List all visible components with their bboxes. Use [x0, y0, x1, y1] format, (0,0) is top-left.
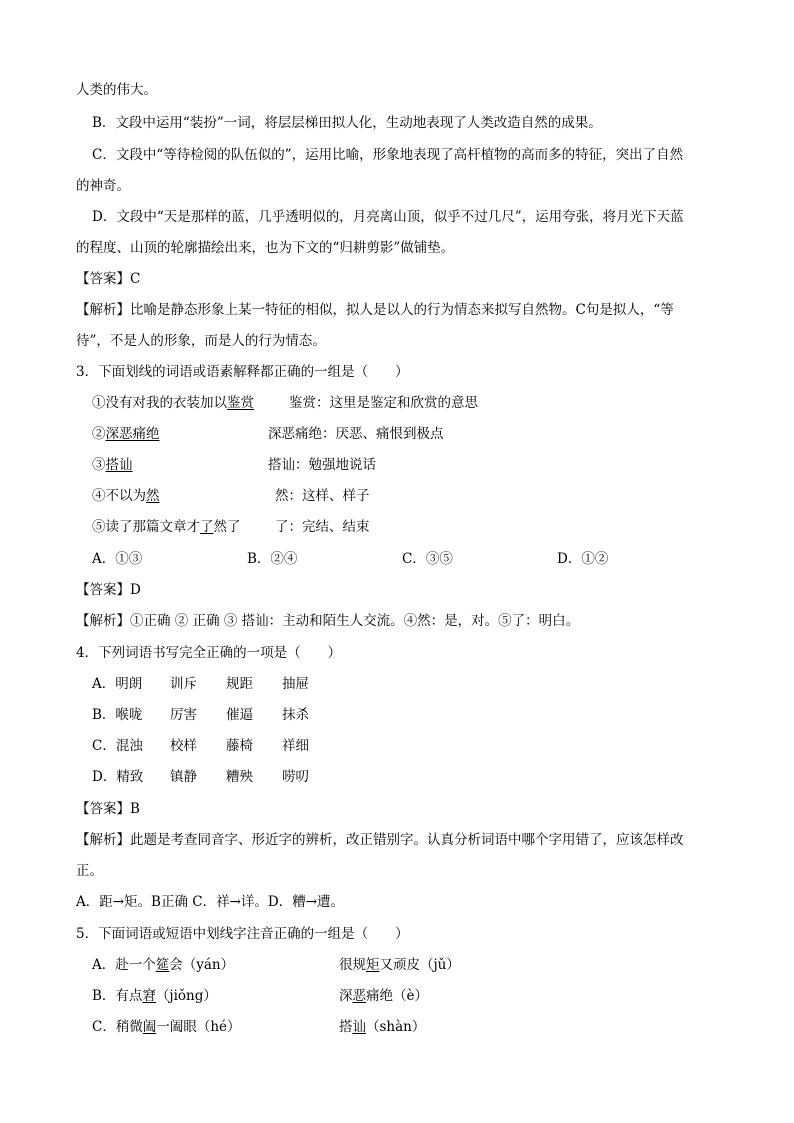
q4-analysis-line1: 【解析】此题是考查同音字、形近字的辨析，改正错别字。认真分析词语中哪个字用错了，应该怎样改 [76, 832, 684, 848]
q3-item-2 [92, 425, 160, 443]
q4-row-a-word-4: 抽屉 [282, 676, 309, 692]
q3-answer: 【答案】D [76, 582, 141, 598]
q3-underlined-word: 然 [146, 488, 160, 504]
q3-item-4-explanation: 然：这样、样子 [275, 488, 370, 504]
q2-answer: 【答案】C [76, 271, 141, 287]
q4-row-c-word-2: 校样 [170, 738, 197, 754]
q3-analysis: 【解析】①正确 ② 正确 ③ 搭讪：主动和陌生人交流。④然：是，对。⑤了：明白。 [76, 613, 580, 629]
q5-text: B．有点 [92, 988, 143, 1004]
q5-underlined-char: 窘 [142, 988, 156, 1004]
q3-choice-c: C．③⑤ [402, 551, 453, 567]
q4-analysis-line2: 正。 [76, 863, 103, 879]
q3-choice-d: D．①② [557, 551, 609, 567]
q3-item-text: ①没有对我的衣装加以 [92, 395, 227, 411]
q5-text: 搭 [339, 1019, 353, 1035]
q5-underlined-char: 矩 [366, 957, 380, 973]
q5-row-a-left [92, 956, 234, 974]
q3-item-1 [92, 394, 254, 412]
q5-text: 痛绝（è） [366, 988, 428, 1004]
q3-item-text: ③ [92, 457, 106, 473]
q3-underlined-word: 鉴赏 [227, 395, 254, 411]
q4-row-d-word-1: D．精致 [92, 769, 144, 785]
q3-underlined-word: 深恶痛绝 [105, 426, 160, 442]
q3-item-text: ⑤读了那篇文章才 [92, 519, 200, 535]
q3-underlined-word: 了 [200, 519, 214, 535]
q2-analysis-line1: 【解析】比喻是静态形象上某一特征的相似，拟人是以人的行为情态来拟写自然物。C句是拟人，“等 [76, 302, 674, 318]
q5-text: （jiǒng） [155, 988, 217, 1004]
q3-item-1-explanation: 鉴赏：这里是鉴定和欣赏的意思 [289, 395, 478, 411]
q5-text: 一阖眼（hé） [156, 1019, 241, 1035]
q4-row-a-word-1: A．明朗 [92, 676, 143, 692]
q2-option-c-line1: C．文段中“等待检阅的队伍似的”，运用比喻，形象地表现了高杆植物的高而多的特征，突出了自然 [92, 147, 684, 163]
q5-row-b-left [92, 987, 217, 1005]
q5-row-a-right [339, 956, 460, 974]
q4-row-c-word-3: 藤椅 [226, 738, 253, 754]
q5-underlined-char: 恶 [352, 988, 366, 1004]
q4-row-b-word-3: 催逼 [226, 707, 253, 723]
q4-correction: A．距→矩。B正确 C．祥→详。D．糟→遭。 [76, 894, 345, 910]
q2-option-d-line1: D．文段中“天是那样的蓝，几乎透明似的，月亮离山顶，似乎不过几尺”，运用夸张，将月光下天蓝 [92, 209, 684, 225]
q5-row-b-right [339, 987, 428, 1005]
q5-row-c-right [339, 1018, 425, 1036]
q5-underlined-char: 阖 [142, 1019, 157, 1035]
q5-text: 深 [339, 988, 353, 1004]
q5-row-c-left [92, 1018, 241, 1036]
q3-stem: 3．下面划线的词语或语素解释都正确的一组是（ ） [76, 364, 409, 380]
q5-underlined-char: 筵 [155, 957, 170, 973]
q3-item-3 [92, 456, 133, 474]
q3-item-5-explanation: 了：完结、结束 [275, 519, 370, 535]
q4-row-a-word-3: 规距 [226, 676, 253, 692]
q4-row-b-word-4: 抹杀 [282, 707, 309, 723]
q5-text: 会（yán） [169, 957, 235, 973]
q3-choice-a: A．①③ [92, 551, 143, 567]
q3-item-2-explanation: 深恶痛绝：厌恶、痛恨到极点 [268, 426, 444, 442]
q3-item-3-explanation: 搭讪：勉强地说话 [268, 457, 376, 473]
q4-row-d-word-4: 唠叨 [282, 769, 309, 785]
q3-item-text: ④不以为 [92, 488, 146, 504]
q3-item-text: ② [92, 426, 106, 442]
q3-underlined-word: 搭讪 [105, 457, 133, 473]
q2-continuation-line: 人类的伟大。 [76, 82, 157, 98]
q5-text: A．赴一个 [92, 957, 156, 973]
q4-row-c-word-4: 祥细 [282, 738, 309, 754]
q4-row-d-word-3: 糟殃 [226, 769, 253, 785]
q3-choice-b: B．②④ [247, 551, 298, 567]
q3-item-5 [92, 518, 241, 536]
q4-answer: 【答案】B [76, 801, 140, 817]
q4-row-c-word-1: C．混浊 [92, 738, 143, 754]
q5-text: （shàn） [366, 1019, 426, 1035]
q2-option-c-line2: 的神奇。 [76, 178, 130, 194]
q4-row-b-word-2: 厉害 [170, 707, 197, 723]
q5-underlined-char: 讪 [352, 1019, 366, 1035]
q4-row-b-word-1: B．喉咙 [92, 707, 143, 723]
q4-row-d-word-2: 镇静 [170, 769, 197, 785]
q5-stem: 5．下面词语或短语中划线字注音正确的一组是（ ） [76, 926, 409, 942]
q5-text: 很规 [339, 957, 366, 973]
q3-item-text-tail: 然了 [213, 519, 241, 535]
q5-text: C．稍微 [92, 1019, 143, 1035]
q2-option-b: B．文段中运用“装扮”一词，将层层梯田拟人化，生动地表现了人类改造自然的成果。 [92, 115, 602, 131]
q4-stem: 4．下列词语书写完全正确的一项是（ ） [76, 645, 342, 661]
q4-row-a-word-2: 训斥 [170, 676, 197, 692]
q2-analysis-line2: 待”，不是人的形象，而是人的行为情态。 [76, 333, 326, 349]
q3-item-4 [92, 487, 160, 505]
q5-text: 又顽皮（jǔ） [379, 957, 460, 973]
q2-option-d-line2: 的程度、山顶的轮廓描绘出来，也为下文的“归耕剪影”做铺垫。 [76, 240, 455, 256]
